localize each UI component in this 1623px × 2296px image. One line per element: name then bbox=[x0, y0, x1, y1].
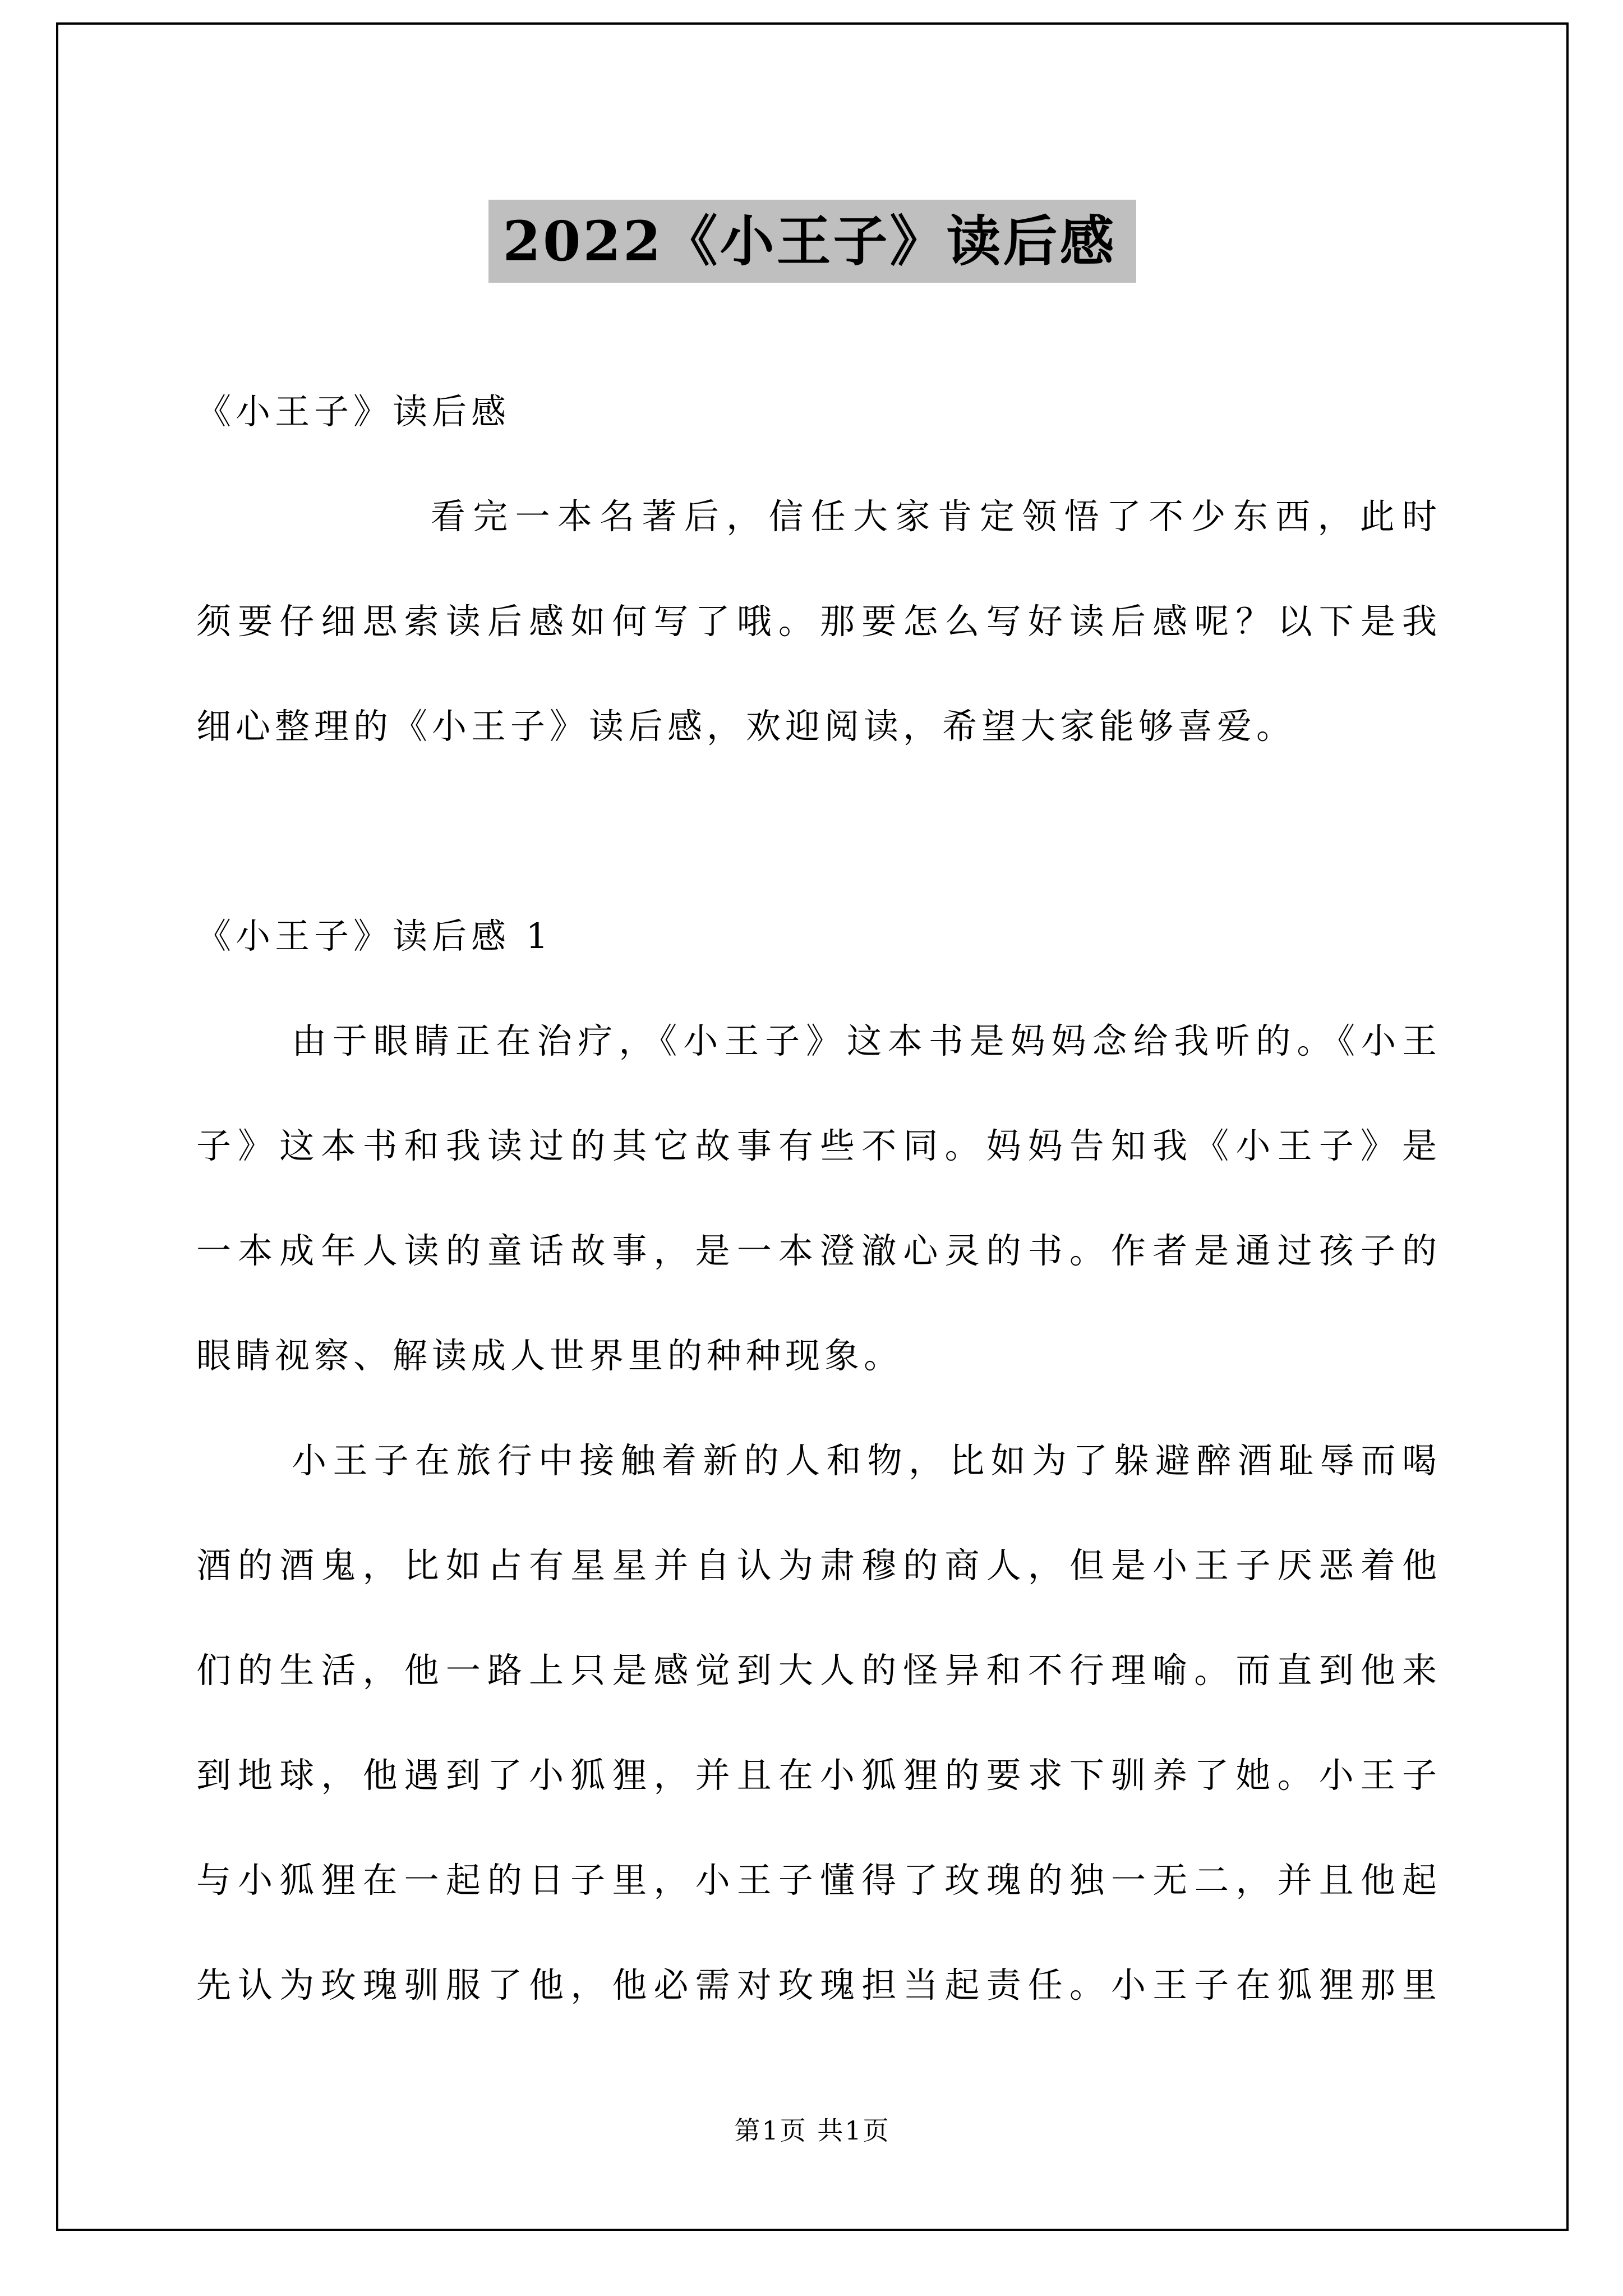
paragraph-line: 们的生活，他一路上只是感觉到大人的怪异和不行理喻。而直到他来 bbox=[196, 1650, 1437, 1691]
paragraph-line: 与小狐狸在一起的日子里，小王子懂得了玫瑰的独一无二，并且他起 bbox=[196, 1860, 1437, 1901]
page-footer: 第1页 共1页 bbox=[734, 2115, 891, 2146]
paragraph-line: 须要仔细思索读后感如何写了哦。那要怎么写好读后感呢？以下是我 bbox=[196, 601, 1437, 642]
section-heading: 《小王子》读后感 1 bbox=[196, 915, 553, 956]
document-body bbox=[196, 359, 1437, 2037]
paragraph-line: 看完一本名著后，信任大家肯定领悟了不少东西，此时 bbox=[431, 496, 1437, 537]
paragraph-line: 先认为玫瑰驯服了他，他必需对玫瑰担当起责任。小王子在狐狸那里 bbox=[196, 1964, 1437, 2005]
paragraph-line: 酒的酒鬼，比如占有星星并自认为肃穆的商人，但是小王子厌恶着他 bbox=[196, 1545, 1437, 1586]
title-row bbox=[56, 200, 1569, 283]
paragraph-line: 一本成年人读的童话故事，是一本澄澈心灵的书。作者是通过孩子的 bbox=[196, 1230, 1437, 1271]
paragraph-line: 小王子在旅行中接触着新的人和物，比如为了躲避醉酒耻辱而喝 bbox=[292, 1440, 1437, 1481]
doc-subtitle: 《小王子》读后感 bbox=[196, 391, 511, 432]
paragraph-line: 子》这本书和我读过的其它故事有些不同。妈妈告知我《小王子》是 bbox=[196, 1125, 1437, 1166]
paragraph-line: 眼睛视察、解读成人世界里的种种现象。 bbox=[196, 1335, 903, 1376]
doc-title: 2022《小王子》读后感 bbox=[488, 200, 1137, 283]
blank-line bbox=[196, 779, 1437, 884]
paragraph-line: 由于眼睛正在治疗，《小王子》这本书是妈妈念给我听的。《小王 bbox=[292, 1020, 1437, 1061]
paragraph-line: 到地球，他遇到了小狐狸，并且在小狐狸的要求下驯养了她。小王子 bbox=[196, 1755, 1437, 1796]
paragraph-line: 细心整理的《小王子》读后感，欢迎阅读，希望大家能够喜爱。 bbox=[196, 706, 1296, 747]
